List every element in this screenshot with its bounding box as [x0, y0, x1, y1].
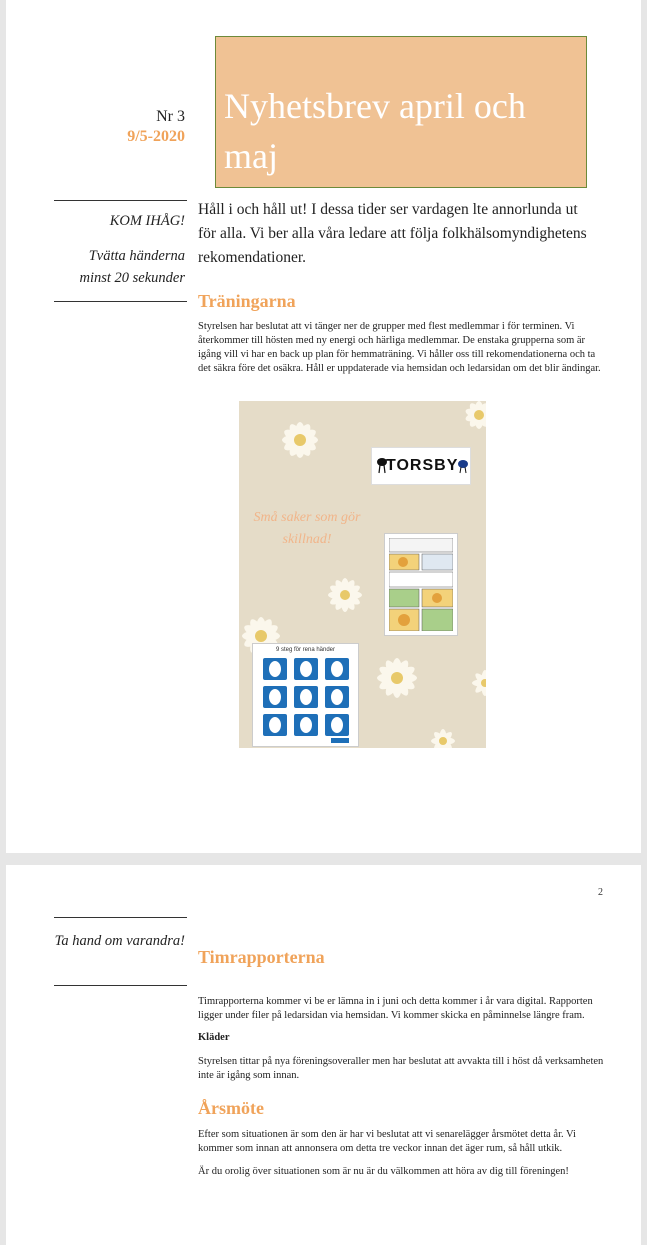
- poster-image: [239, 401, 486, 748]
- daisy-icon: [465, 663, 486, 703]
- hand-washing-icon: [261, 656, 351, 744]
- sidebar-text: Tvätta händerna minst 20 sekunder: [79, 248, 185, 286]
- section-body-traningarna: Styrelsen har beslutat att vi tänger ner de grupper med flest medlemmar i för terminen. Vi återkommer till hösten med ny energi och härliga medlemmar. De enstaka grupperna som är igång vill vi har en back up plan för hemmaträning. Vi håller oss till rekomendationerna och ta det säkra före det osäkra. Håll er uppdaterade via hemsidan och ledarsidan om det blir ändingar.: [198, 321, 601, 374]
- steps-title: 9 steg för rena händer: [275, 647, 336, 653]
- daisy-icon: [319, 569, 371, 621]
- section-heading-timrapporterna: Timrapporterna: [198, 947, 325, 967]
- section-body-arsmote-2: Är du orolig över situationen som är nu är du välkommen att höra av dig till föreningen!: [198, 1166, 569, 1177]
- daisy-icon: [425, 723, 461, 748]
- lead-paragraph: Håll i och håll ut! I dessa tider ser vardagen lte annorlunda ut för alla. Vi ber alla våra ledare att följa folkhälsomyndighetens rekomendationer.: [198, 201, 587, 266]
- sidebar-text: Ta hand om varandra!: [54, 933, 185, 949]
- body-klader: Styrelsen tittar på nya föreningsoveraller men har beslutat att avvakta till i höst då verksamheten inte är igång som innan.: [198, 1056, 604, 1081]
- issue-number: Nr 3: [156, 108, 185, 125]
- sidebar-rule-bottom: [54, 301, 187, 302]
- torsby-logo: [371, 447, 471, 485]
- page-2: [6, 865, 641, 1245]
- newsletter-title: Nyhetsbrev april och maj: [224, 86, 526, 176]
- daisy-icon: [271, 411, 329, 469]
- issue-date: 9/5-2020: [127, 128, 185, 145]
- issue-info: [65, 108, 185, 146]
- daisy-icon: [457, 401, 486, 437]
- poster-slogan: Små saker som gör skillnad!: [253, 510, 361, 547]
- page-number: 2: [598, 887, 603, 898]
- page-1: [6, 0, 641, 853]
- section-heading-arsmote: Årsmöte: [198, 1098, 264, 1118]
- bird-icon: [457, 458, 469, 474]
- logo-text: TORSBY: [386, 457, 459, 474]
- comic-strip-image: [384, 533, 458, 636]
- daisy-icon: [365, 646, 429, 710]
- subheading-klader: Kläder: [198, 1032, 230, 1043]
- section-body-timrapporterna: Timrapporterna kommer vi be er lämna in i juni och detta kommer i år vara digital. Rapporten ligger under filer på ledarsidan via hemsidan. Vi kommer skicka en påminnelse längre fram.: [198, 996, 593, 1021]
- sidebar-rule-top: [54, 917, 187, 918]
- title-box: [215, 36, 587, 188]
- comic-panels-icon: [389, 538, 453, 631]
- sidebar-heading: KOM IHÅG!: [109, 213, 185, 229]
- section-heading-traningarna: Träningarna: [198, 291, 296, 311]
- sidebar-rule-top: [54, 200, 187, 201]
- hand-washing-steps-image: [252, 643, 359, 747]
- sidebar-rule-bottom: [54, 985, 187, 986]
- section-body-arsmote-1: Efter som situationen är som den är har vi beslutat att vi senarelägger årsmötet detta år. Vi kommer som innan att annonsera om detta tre veckor innan det äger rum, så håll utkik.: [198, 1129, 576, 1154]
